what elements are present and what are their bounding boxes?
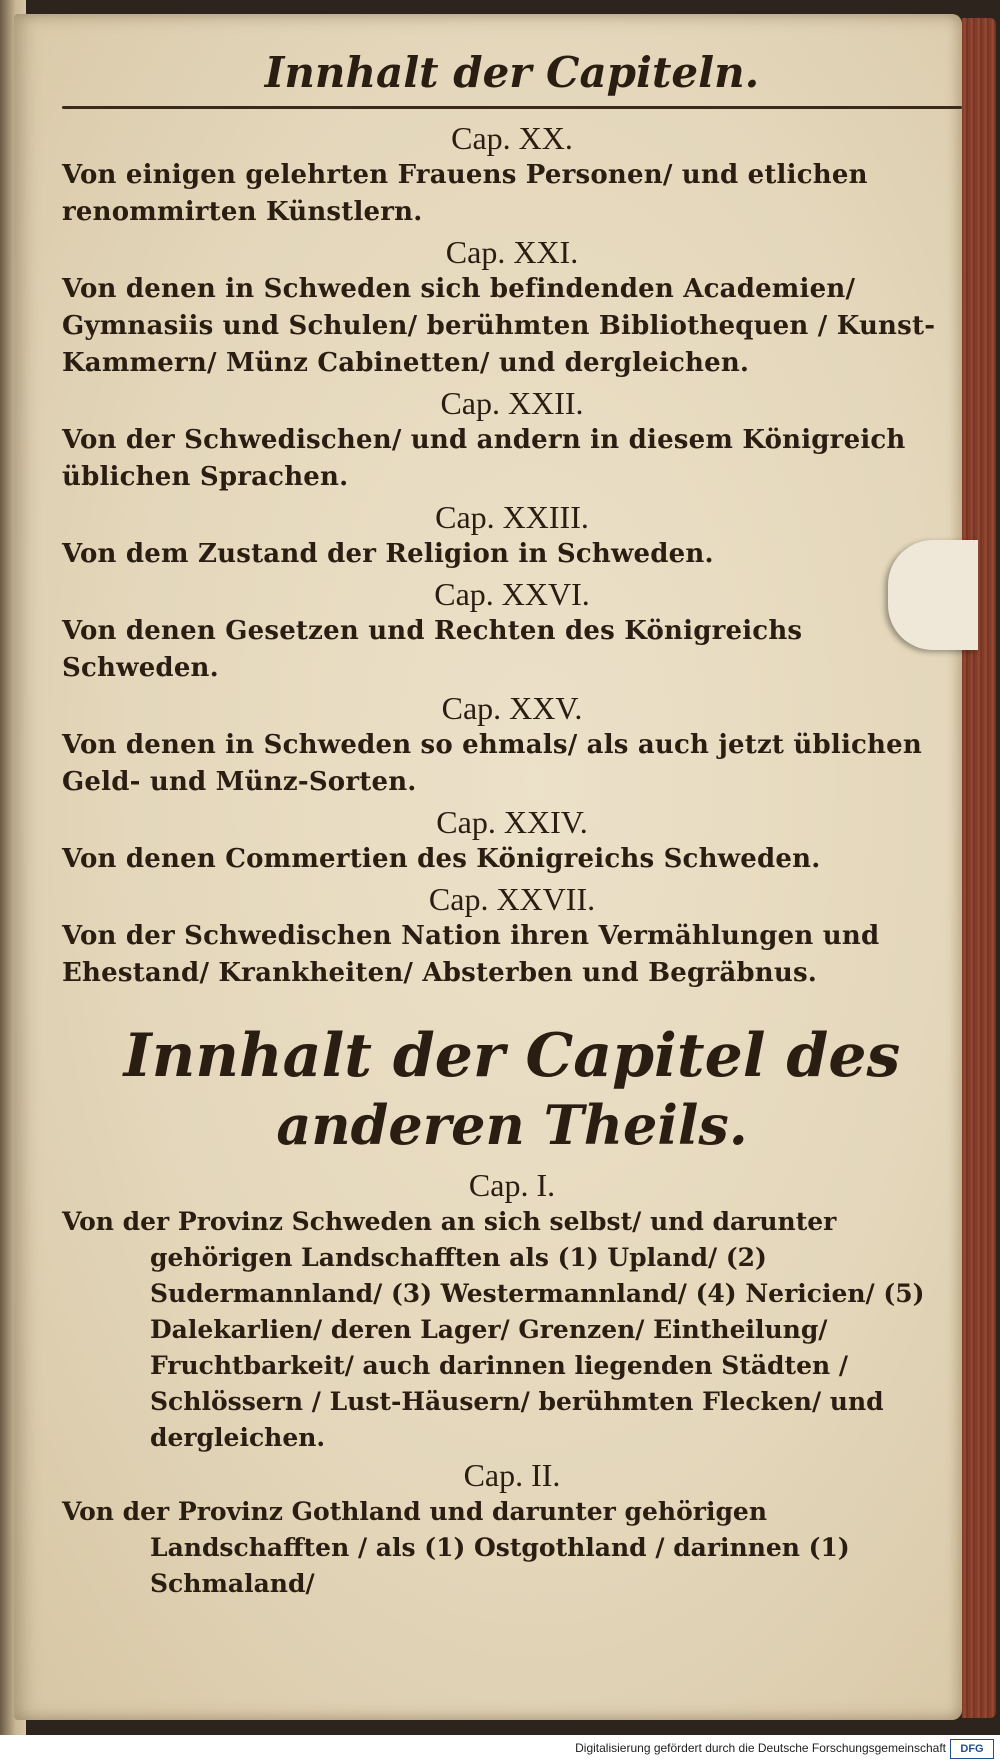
chapter-heading: Cap. XXIV. bbox=[436, 804, 588, 840]
section-title: Innhalt der Capitel des bbox=[123, 1021, 901, 1091]
book-edge bbox=[962, 18, 996, 1718]
chapter-description: Von denen Commertien des Königreichs Schweden. bbox=[62, 844, 821, 874]
chapter-heading: Cap. XXV. bbox=[441, 690, 583, 726]
chapter-description: Von der Schwedischen Nation ihren Vermählungen und Ehestand/ Krankheiten/ Absterben und Begräbnus. bbox=[62, 921, 880, 988]
chapter-description: Von denen in Schweden sich befindenden Academien/ Gymnasiis und Schulen/ berühmten Bibliothequen / Kunst-Kammern/ Münz Cabinetten/ und dergleichen. bbox=[62, 274, 936, 378]
chapter-heading: Cap. XXVI. bbox=[434, 576, 590, 612]
chapter-description: Von dem Zustand der Religion in Schweden. bbox=[62, 539, 714, 569]
chapter-description: Von der Provinz Schweden an sich selbst/ und darunter gehörigen Landschafften als (1) Upland/ (2) Sudermannland/ (3) Westermannland/ (4) Nericien/ (5) Dalekarlien/ deren Lager/ Grenzen/ Eintheilung/ Fruchtbarkeit/ auch darinnen liegenden Städten / Schlössern / Lust-Häusern/ berühmten Flecken/ und dergleichen. bbox=[62, 1207, 925, 1452]
page-content bbox=[62, 40, 962, 1602]
chapter-heading: Cap. XXII. bbox=[440, 385, 584, 421]
chapter-heading: Cap. XXVII. bbox=[428, 881, 596, 917]
chapter-heading: Cap. XXIII. bbox=[435, 499, 589, 535]
chapter-heading: Cap. XX. bbox=[451, 120, 573, 156]
chapter-description: Von denen Gesetzen und Rechten des Königreichs Schweden. bbox=[62, 616, 803, 683]
dfg-logo[interactable]: DFG bbox=[950, 1739, 994, 1759]
toc-part-2 bbox=[62, 1166, 962, 1602]
toc-part-1 bbox=[62, 119, 962, 992]
chapter-description: Von denen in Schweden so ehmals/ als auch jetzt üblichen Geld- und Münz-Sorten. bbox=[62, 730, 922, 797]
chapter-description: Von einigen gelehrten Frauens Personen/ und etlichen renommirten Künstlern. bbox=[62, 160, 868, 227]
chapter-heading: Cap. II. bbox=[463, 1457, 561, 1493]
chapter-heading: Cap. XXI. bbox=[445, 234, 579, 270]
section-subtitle: anderen Theils. bbox=[276, 1093, 748, 1157]
chapter-description: Von der Provinz Gothland und darunter gehörigen Landschafften / als (1) Ostgothland / darinnen (1) Schmaland/ bbox=[62, 1497, 850, 1598]
chapter-description: Von der Schwedischen/ und andern in diesem Königreich üblichen Sprachen. bbox=[62, 425, 906, 492]
digitization-credit: Digitalisierung gefördert durch die Deutsche Forschungsgemeinschaft bbox=[575, 1741, 946, 1755]
running-head: Innhalt der Capiteln. bbox=[264, 48, 760, 97]
chapter-heading: Cap. I. bbox=[468, 1167, 556, 1203]
header-rule bbox=[62, 106, 962, 109]
